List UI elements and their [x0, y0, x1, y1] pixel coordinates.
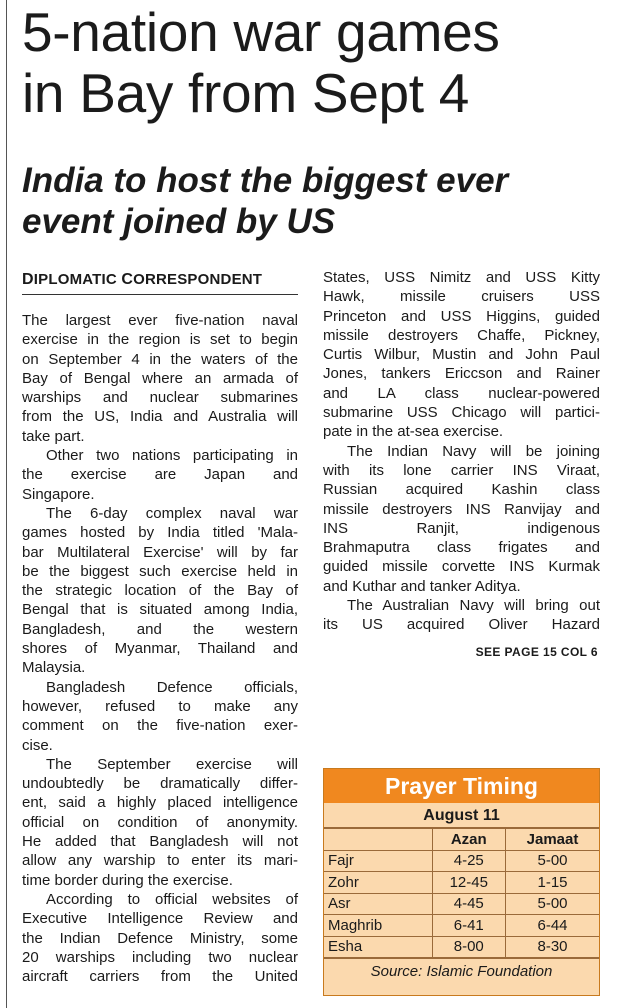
subheadline	[22, 160, 612, 242]
prayer-azan-cell: 4-45	[432, 893, 506, 915]
article-column-2	[323, 268, 600, 635]
article-line: comment on the five-nation exer-	[22, 717, 298, 735]
article-line: and Kuthar and tanker Aditya.	[323, 577, 521, 595]
prayer-row	[324, 872, 599, 894]
article-line: missile destroyers Chaffe, Pickney,	[323, 326, 600, 344]
article-line: shores of Myanmar, Thailand and	[22, 640, 298, 658]
prayer-azan-cell: 12-45	[432, 872, 506, 894]
article-line: cise.	[22, 736, 53, 754]
article-line: Other two nations participating in	[46, 447, 298, 465]
subheadline-line: event joined by US	[22, 202, 336, 241]
article-line: games hosted by India titled 'Mala-	[22, 524, 298, 542]
article-line: be the biggest such exercise held in	[22, 562, 298, 580]
prayer-box-date: August 11	[324, 803, 599, 828]
prayer-jamaat-cell: 5-00	[506, 850, 599, 872]
article-line: submarine USS Chicago will partici-	[323, 404, 600, 422]
article-line: bar Multilateral Exercise' will by far	[22, 543, 298, 561]
article-line: States, USS Nimitz and USS Kitty	[323, 269, 600, 286]
article-line: warships and nuclear submarines	[22, 389, 298, 407]
continuation-note: SEE PAGE 15 COL 6	[475, 645, 598, 659]
article-line: The Indian Navy will be joining	[347, 442, 600, 460]
article-line: Jones, tankers Ericcson and Rainer	[323, 365, 600, 383]
prayer-col-azan-header: Azan	[432, 829, 506, 851]
article-line: Hawk, missile cruisers USS	[323, 288, 600, 306]
prayer-azan-cell: 6-41	[432, 915, 506, 937]
article-line: from the US, India and Australia will	[22, 408, 298, 426]
article-line: the exercise are Japan and	[22, 466, 298, 484]
prayer-azan-cell: 4-25	[432, 850, 506, 872]
prayer-name-cell: Esha	[324, 936, 432, 958]
article-line: The 6-day complex naval war	[46, 504, 298, 522]
article-line: with its lone carrier INS Viraat,	[323, 461, 600, 479]
article-line: exercise in the region is set to begin	[22, 331, 298, 349]
article-line: its US acquired Oliver Hazard	[323, 616, 600, 634]
article-line: ent, said a highly placed intelligence	[22, 794, 298, 812]
article-line: Bangladesh Defence officials,	[46, 678, 298, 696]
column-rule	[6, 0, 7, 1008]
article-line: Russian acquired Kashin class	[323, 481, 600, 499]
article-line: Bengal that is situated among India,	[22, 601, 298, 619]
prayer-name-cell: Zohr	[324, 872, 432, 894]
article-line: Princeton and USS Higgins, guided	[323, 307, 600, 325]
byline: DIPLOMATIC CORRESPONDENT	[22, 271, 298, 295]
article-line: missile destroyers INS Ranvijay and	[323, 500, 600, 518]
prayer-jamaat-cell: 1-15	[506, 872, 599, 894]
article-line: on September 4 in the waters of the	[22, 350, 298, 368]
article-line: The September exercise will	[46, 755, 298, 773]
article-line: official on condition of anonymity.	[22, 813, 298, 831]
prayer-source: Source: Islamic Foundation	[324, 958, 599, 985]
prayer-table-header	[324, 829, 599, 851]
prayer-box-title: Prayer Timing	[324, 769, 599, 803]
prayer-jamaat-cell: 8-30	[506, 936, 599, 958]
article-line: Malaysia.	[22, 659, 86, 677]
article-line: Curtis Wilbur, Mustin and John Paul	[323, 346, 600, 364]
article-line: take part.	[22, 427, 85, 445]
prayer-row	[324, 915, 599, 937]
prayer-row	[324, 850, 599, 872]
article-line: the Indian Defence Ministry, some	[22, 929, 298, 947]
article-column-1	[22, 311, 298, 986]
article-line: the strategic location of the Bay of	[22, 582, 298, 600]
article-line: aircraft carriers from the United	[22, 968, 298, 986]
article-line: INS Ranjit, indigenous	[323, 519, 600, 537]
article-line: Bay of Bengal where an armada of	[22, 369, 298, 387]
prayer-name-cell: Fajr	[324, 850, 432, 872]
article-line: undoubtedly be dramatically differ-	[22, 775, 298, 793]
prayer-jamaat-cell: 6-44	[506, 915, 599, 937]
article-line: time border during the exercise.	[22, 871, 233, 889]
article-line: and LA class nuclear-powered	[323, 384, 600, 402]
prayer-row	[324, 936, 599, 958]
article-line: 20 warships including two nuclear	[22, 948, 298, 966]
article-line: He added that Bangladesh will not	[22, 833, 298, 851]
article-line: guided missile corvette INS Kurmak	[323, 558, 600, 576]
article-line: pate in the at-sea exercise.	[323, 423, 504, 441]
article-line: allow any warship to enter its mari-	[22, 852, 298, 870]
prayer-col-name-header	[324, 829, 432, 851]
article-line: Brahmaputra class frigates and	[323, 539, 600, 557]
headline	[22, 2, 612, 124]
headline-line: 5-nation war games	[22, 1, 500, 63]
prayer-name-cell: Asr	[324, 893, 432, 915]
article-line: According to official websites of	[46, 890, 298, 908]
prayer-row	[324, 893, 599, 915]
article-line: The largest ever five-nation naval	[22, 312, 298, 329]
article-line: Bangladesh, and the western	[22, 620, 298, 638]
article-line: however, refused to make any	[22, 697, 298, 715]
prayer-jamaat-cell: 5-00	[506, 893, 599, 915]
prayer-azan-cell: 8-00	[432, 936, 506, 958]
prayer-timing-box	[323, 768, 600, 996]
prayer-name-cell: Maghrib	[324, 915, 432, 937]
article-line: The Australian Navy will bring out	[347, 597, 600, 615]
subheadline-line: India to host the biggest ever	[22, 161, 509, 200]
headline-line: in Bay from Sept 4	[22, 62, 470, 124]
article-line: Singapore.	[22, 485, 95, 503]
prayer-col-jamaat-header: Jamaat	[506, 829, 599, 851]
article-line: Executive Intelligence Review and	[22, 910, 298, 928]
prayer-table	[324, 828, 599, 958]
